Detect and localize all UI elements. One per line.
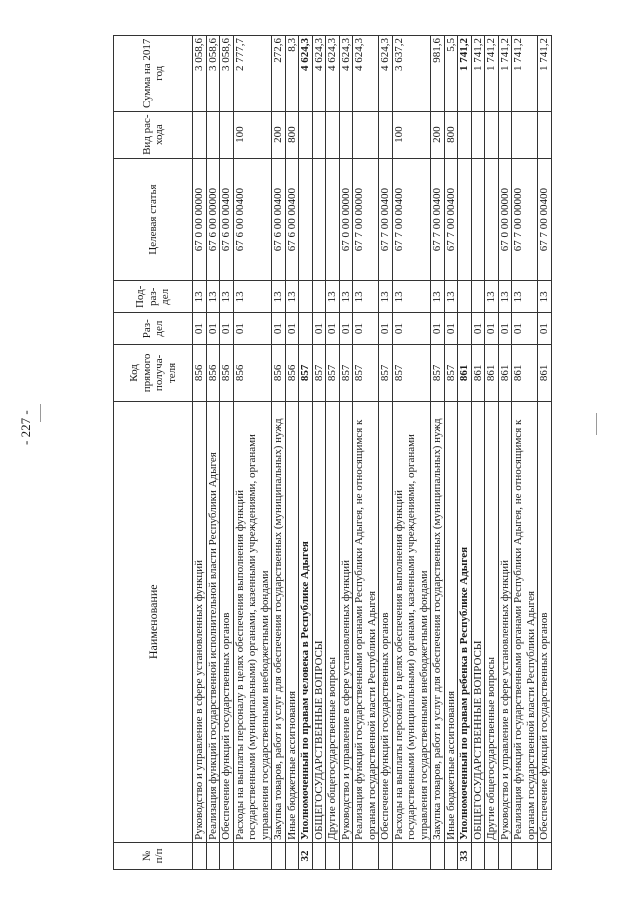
row-name: Реализация функций государственной исполнительной власти Республики Адыгея	[206, 401, 220, 842]
row-name: Иные бюджетные ассигнования	[285, 401, 299, 842]
page-number: - 227 -	[18, 410, 33, 445]
row-razdel: 01	[206, 313, 220, 345]
row-expense-type: 100	[233, 111, 272, 158]
row-razdel: 01	[498, 313, 512, 345]
row-expense-type	[220, 111, 234, 158]
row-target-article: 67 0 00 00000	[339, 158, 353, 281]
row-name: Расходы на выплаты персоналу в целях обеспечения выполнения функций государственными (муниципальными) органами, казенными учреждениями, органами управления государственными внебюджетными фондами	[233, 401, 272, 842]
row-expense-type	[326, 111, 340, 158]
row-sum: 1 741,2	[471, 36, 485, 112]
row-target-article	[485, 158, 499, 281]
table-row	[220, 36, 234, 870]
table-row	[498, 36, 512, 870]
row-razdel: 01	[285, 313, 299, 345]
table-row	[379, 36, 393, 870]
row-target-article: 67 0 00 00000	[498, 158, 512, 281]
row-num	[233, 842, 272, 869]
row-target-article: 67 7 00 00400	[538, 158, 552, 281]
table-row	[512, 36, 538, 870]
header-code: Код прямого получа-теля	[114, 345, 193, 402]
row-podrazdel	[471, 281, 485, 313]
row-sum: 3 637,2	[392, 36, 431, 112]
row-podrazdel: 13	[339, 281, 353, 313]
row-num	[485, 842, 499, 869]
header-podrazdel: Под-раз-дел	[114, 281, 193, 313]
row-num	[353, 842, 379, 869]
row-target-article: 67 7 00 00400	[431, 158, 445, 281]
row-name: Уполномоченный по правам человека в Республике Адыгея	[299, 401, 313, 842]
header-expense-type: Вид рас-хода	[114, 111, 193, 158]
row-code: 857	[392, 345, 431, 402]
row-target-article: 67 6 00 00000	[206, 158, 220, 281]
row-podrazdel: 13	[220, 281, 234, 313]
row-razdel: 01	[272, 313, 286, 345]
row-code: 857	[326, 345, 340, 402]
row-expense-type	[353, 111, 379, 158]
budget-table	[113, 35, 552, 870]
row-target-article: 67 7 00 00400	[392, 158, 431, 281]
row-sum: 981,6	[431, 36, 445, 112]
row-expense-type: 800	[285, 111, 299, 158]
row-num	[206, 842, 220, 869]
row-num	[193, 842, 207, 869]
row-sum: 8,3	[285, 36, 299, 112]
row-num	[379, 842, 393, 869]
row-code: 861	[538, 345, 552, 402]
row-podrazdel: 13	[379, 281, 393, 313]
row-target-article: 67 0 00 00000	[193, 158, 207, 281]
row-razdel	[299, 313, 313, 345]
row-code: 857	[431, 345, 445, 402]
row-razdel: 01	[353, 313, 379, 345]
row-name: ОБЩЕГОСУДАРСТВЕННЫЕ ВОПРОСЫ	[312, 401, 326, 842]
row-target-article	[326, 158, 340, 281]
row-name: Обеспечение функций государственных органов	[379, 401, 393, 842]
row-code: 856	[193, 345, 207, 402]
row-name: Другие общегосударственные вопросы	[326, 401, 340, 842]
row-sum: 1 741,2	[485, 36, 499, 112]
row-expense-type	[458, 111, 472, 158]
row-podrazdel: 13	[392, 281, 431, 313]
row-name: Реализация функций государственными органами Республики Адыгея, не относящимся к органам государственной власти Республики Адыгея	[353, 401, 379, 842]
row-num	[272, 842, 286, 869]
row-sum: 4 624,3	[312, 36, 326, 112]
row-sum: 1 741,2	[458, 36, 472, 112]
row-expense-type	[498, 111, 512, 158]
table-row	[458, 36, 472, 870]
row-podrazdel	[299, 281, 313, 313]
row-expense-type: 200	[431, 111, 445, 158]
row-target-article: 67 7 00 00000	[512, 158, 538, 281]
row-name: Реализация функций государственными органами Республики Адыгея, не относящимся к органам государственной власти Республики Адыгея	[512, 401, 538, 842]
row-code: 861	[512, 345, 538, 402]
table-row	[285, 36, 299, 870]
row-podrazdel: 13	[285, 281, 299, 313]
row-num	[220, 842, 234, 869]
table-row	[431, 36, 445, 870]
row-name: ОБЩЕГОСУДАРСТВЕННЫЕ ВОПРОСЫ	[471, 401, 485, 842]
table-row	[233, 36, 272, 870]
row-name: Обеспечение функций государственных органов	[538, 401, 552, 842]
row-razdel: 01	[431, 313, 445, 345]
row-razdel: 01	[220, 313, 234, 345]
row-code: 856	[233, 345, 272, 402]
row-name: Руководство и управление в сфере установленных функций	[339, 401, 353, 842]
row-expense-type	[538, 111, 552, 158]
header-target-article: Целевая статья	[114, 158, 193, 281]
row-expense-type	[339, 111, 353, 158]
row-expense-type: 200	[272, 111, 286, 158]
row-podrazdel: 13	[431, 281, 445, 313]
row-expense-type	[485, 111, 499, 158]
table-row	[272, 36, 286, 870]
row-podrazdel: 13	[272, 281, 286, 313]
row-podrazdel: 13	[206, 281, 220, 313]
row-podrazdel: 13	[538, 281, 552, 313]
row-code: 857	[312, 345, 326, 402]
row-razdel: 01	[444, 313, 458, 345]
row-razdel: 01	[485, 313, 499, 345]
row-num	[498, 842, 512, 869]
row-podrazdel	[312, 281, 326, 313]
row-num	[444, 842, 458, 869]
row-podrazdel: 13	[444, 281, 458, 313]
row-code: 856	[285, 345, 299, 402]
row-sum: 5,5	[444, 36, 458, 112]
row-code: 861	[498, 345, 512, 402]
row-podrazdel	[458, 281, 472, 313]
row-num: 33	[458, 842, 472, 869]
row-num	[392, 842, 431, 869]
header-name: Наименование	[114, 401, 193, 842]
row-code: 856	[272, 345, 286, 402]
row-code: 861	[471, 345, 485, 402]
row-num: 32	[299, 842, 313, 869]
row-sum: 4 624,3	[339, 36, 353, 112]
row-code: 861	[458, 345, 472, 402]
row-num	[339, 842, 353, 869]
row-num	[471, 842, 485, 869]
row-num	[285, 842, 299, 869]
row-expense-type	[512, 111, 538, 158]
row-num	[538, 842, 552, 869]
row-code: 856	[206, 345, 220, 402]
header-razdel: Раз-дел	[114, 313, 193, 345]
row-expense-type: 100	[392, 111, 431, 158]
row-sum: 4 624,3	[326, 36, 340, 112]
row-target-article	[458, 158, 472, 281]
row-target-article	[471, 158, 485, 281]
row-name: Уполномоченный по правам ребенка в Республике Адыгея	[458, 401, 472, 842]
header-sum: Сумма на 2017 год	[114, 36, 193, 112]
table-header-row	[114, 36, 193, 870]
row-razdel: 01	[193, 313, 207, 345]
budget-table-rotated	[113, 35, 608, 870]
row-expense-type	[312, 111, 326, 158]
row-num	[512, 842, 538, 869]
row-podrazdel: 13	[485, 281, 499, 313]
row-target-article: 67 7 00 00000	[353, 158, 379, 281]
row-name: Обеспечение функций государственных органов	[220, 401, 234, 842]
table-row	[444, 36, 458, 870]
table-row	[206, 36, 220, 870]
table-row	[353, 36, 379, 870]
row-name: Закупка товаров, работ и услуг для обеспечения государственных (муниципальных) нужд	[431, 401, 445, 842]
header-num: № п/п	[114, 842, 193, 869]
row-podrazdel: 13	[512, 281, 538, 313]
table-row	[312, 36, 326, 870]
row-podrazdel: 13	[193, 281, 207, 313]
table-row	[299, 36, 313, 870]
row-sum: 1 741,2	[538, 36, 552, 112]
row-code: 857	[299, 345, 313, 402]
row-target-article: 67 6 00 00400	[233, 158, 272, 281]
row-target-article: 67 7 00 00400	[379, 158, 393, 281]
row-sum: 3 058,6	[193, 36, 207, 112]
row-podrazdel: 13	[353, 281, 379, 313]
row-target-article: 67 6 00 00400	[272, 158, 286, 281]
row-name: Закупка товаров, работ и услуг для обеспечения государственных (муниципальных) нужд	[272, 401, 286, 842]
row-sum: 1 741,2	[512, 36, 538, 112]
table-body	[193, 36, 552, 870]
row-sum: 1 741,2	[498, 36, 512, 112]
row-podrazdel: 13	[233, 281, 272, 313]
row-podrazdel: 13	[326, 281, 340, 313]
row-expense-type	[299, 111, 313, 158]
row-razdel	[458, 313, 472, 345]
row-target-article	[299, 158, 313, 281]
row-razdel: 01	[392, 313, 431, 345]
row-razdel: 01	[312, 313, 326, 345]
row-code: 857	[339, 345, 353, 402]
row-razdel: 01	[512, 313, 538, 345]
row-razdel: 01	[339, 313, 353, 345]
row-num	[326, 842, 340, 869]
row-target-article	[312, 158, 326, 281]
row-expense-type: 800	[444, 111, 458, 158]
row-sum: 2 777,7	[233, 36, 272, 112]
row-expense-type	[379, 111, 393, 158]
row-code: 857	[379, 345, 393, 402]
row-code: 861	[485, 345, 499, 402]
row-razdel: 01	[538, 313, 552, 345]
row-target-article: 67 6 00 00400	[285, 158, 299, 281]
row-sum: 4 624,3	[299, 36, 313, 112]
row-code: 857	[444, 345, 458, 402]
row-name: Расходы на выплаты персоналу в целях обеспечения выполнения функций государственными (муниципальными) органами, казенными учреждениями, органами управления государственными внебюджетными фондами	[392, 401, 431, 842]
row-target-article: 67 6 00 00400	[220, 158, 234, 281]
table-row	[339, 36, 353, 870]
row-razdel: 01	[326, 313, 340, 345]
row-expense-type	[193, 111, 207, 158]
row-sum: 4 624,3	[353, 36, 379, 112]
row-sum: 4 624,3	[379, 36, 393, 112]
table-row	[538, 36, 552, 870]
row-name: Руководство и управление в сфере установленных функций	[193, 401, 207, 842]
row-target-article: 67 7 00 00400	[444, 158, 458, 281]
row-podrazdel: 13	[498, 281, 512, 313]
row-code: 856	[220, 345, 234, 402]
row-expense-type	[471, 111, 485, 158]
row-razdel: 01	[471, 313, 485, 345]
table-row	[471, 36, 485, 870]
row-name: Иные бюджетные ассигнования	[444, 401, 458, 842]
row-num	[312, 842, 326, 869]
row-name: Другие общегосударственные вопросы	[485, 401, 499, 842]
row-name: Руководство и управление в сфере установленных функций	[498, 401, 512, 842]
table-row	[485, 36, 499, 870]
row-sum: 3 058,6	[206, 36, 220, 112]
row-razdel: 01	[379, 313, 393, 345]
row-expense-type	[206, 111, 220, 158]
row-num	[431, 842, 445, 869]
scan-mark-left	[40, 404, 41, 422]
table-row	[392, 36, 431, 870]
table-row	[193, 36, 207, 870]
table-row	[326, 36, 340, 870]
row-code: 857	[353, 345, 379, 402]
row-sum: 3 058,6	[220, 36, 234, 112]
row-sum: 272,6	[272, 36, 286, 112]
row-razdel: 01	[233, 313, 272, 345]
